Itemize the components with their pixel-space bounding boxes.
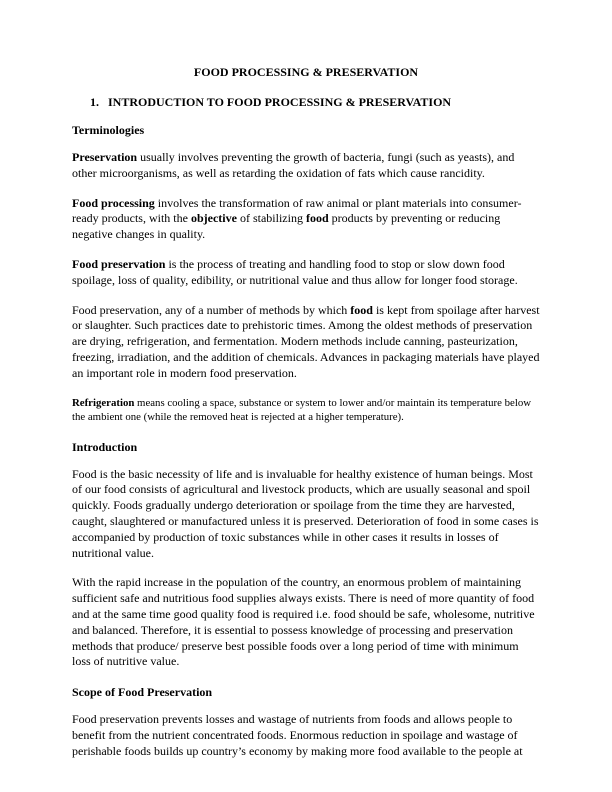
term-food-processing: Food processing — [72, 195, 155, 210]
paragraph-food-processing — [72, 196, 540, 243]
text-run: Food preservation, any of a number of methods by which — [72, 302, 351, 317]
term-objective: objective — [190, 211, 237, 226]
text-run: With the rapid increase in the population of the country, an enormous problem of maintaining sufficient safe and nutritious food supplies always exists. There is need of more quantity of food and at the same time good quality food is required i.e. food should be safe, wholesome, nutritive and balanced. Therefore, it is essential to possess knowledge of processing and preservation methods that produce/ preserve best possible foods over a long period of time with minimum loss of nutritive value. — [72, 575, 538, 669]
subheading-scope: Scope of Food Preservation — [72, 685, 213, 700]
paragraph-preservation-methods — [72, 302, 543, 382]
subheading-terminologies: Terminologies — [72, 123, 145, 137]
term-preservation: Preservation — [72, 150, 138, 164]
text-run: usually involves preventing the growth of bacteria, fungi (such as yeasts), and other microorganisms, as well as retarding the oxidation of fats which cause rancidity. — [72, 150, 518, 180]
section-number: 1. — [90, 95, 99, 109]
term-food: food — [350, 302, 373, 317]
subheading-introduction: Introduction — [72, 439, 138, 454]
text-run: of stabilizing — [236, 211, 306, 226]
text-run: Food preservation prevents losses and wastage of nutrients from foods and allows people to benefit from the nutrient concentrated foods. Enormous reduction in spoilage and wastage of perishable foods builds up country’s economy by making more food available to the people at — [72, 712, 523, 758]
paragraph-refrigeration — [72, 396, 540, 425]
text-run: Food is the basic necessity of life and is invaluable for healthy existence of human beings. Most of our food consists of agricultural and livestock products, which are usually seasonal and spoil quickly. Foods gradually undergo deterioration or spoilage from the time they are harvested, caught, slaughtered or manufactured unless it is preserved. Deterioration of food in some cases is accompanied by production of toxic substances while in other cases it results in losses of nutritional value. — [72, 466, 542, 560]
text-run: is kept from spoilage after harvest or slaughter. Such practices date to prehistoric times. Among the oldest methods of preservation are drying, refrigeration, and fermentation. Modern methods include canning, pasteurization, freezing, irradiation, and the addition of chemicals. Advances in packaging materials have played an important role in modern food preservation. — [72, 302, 543, 380]
paragraph-introduction-1 — [72, 467, 540, 562]
term-refrigeration: Refrigeration — [72, 396, 135, 409]
paragraph-scope — [72, 712, 540, 759]
paragraph-introduction-2 — [72, 575, 540, 670]
section-heading-text: INTRODUCTION TO FOOD PROCESSING & PRESERVATION — [108, 95, 452, 109]
term-food: food — [305, 211, 329, 226]
text-run: means cooling a space, substance or system to lower and/or maintain its temperature below the ambient one (while the removed heat is rejected at a higher temperature). — [72, 396, 534, 424]
paragraph-preservation — [72, 150, 540, 182]
text-run: involves the transformation of raw animal or plant materials into consumer-ready products, with the — [72, 195, 522, 226]
document-title: FOOD PROCESSING & PRESERVATION — [193, 65, 419, 79]
text-run: products by preventing or reducing negative changes in quality. — [72, 211, 504, 242]
paragraph-food-preservation — [72, 257, 540, 289]
text-run: is the process of treating and handling food to stop or slow down food spoilage, loss of quality, edibility, or nutritional value and thus allow for longer food storage. — [72, 256, 518, 287]
section-heading — [90, 94, 540, 110]
term-food-preservation: Food preservation — [72, 256, 166, 271]
